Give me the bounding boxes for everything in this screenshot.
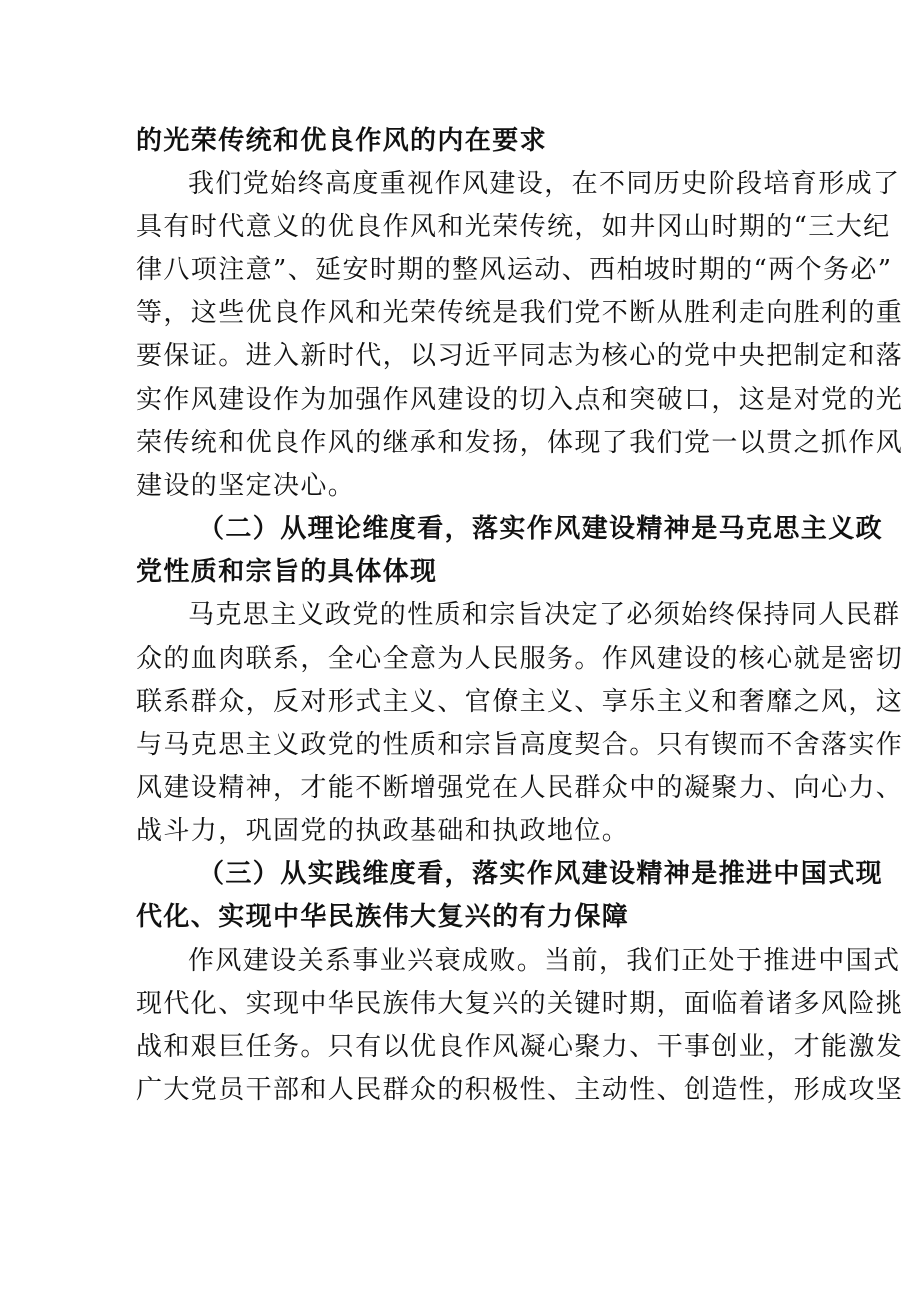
paragraph-line: 马克思主义政党的性质和宗旨决定了必须始终保持同人民群	[188, 600, 901, 630]
paragraph-line: 战和艰巨任务。只有以优良作风凝心聚力、干事创业，才能激发	[136, 1032, 904, 1062]
paragraph-line: 现代化、实现中华民族伟大复兴的关键时期，面临着诸多风险挑	[136, 989, 904, 1019]
heading-continuation: 的光荣传统和优良作风的内在要求	[136, 126, 548, 156]
section-heading-continuation: 代化、实现中华民族伟大复兴的有力保障	[136, 902, 630, 932]
paragraph-line: 具有时代意义的优良作风和光荣传统，如井冈山时期的“三大纪	[136, 212, 891, 242]
paragraph-line: 联系群众，反对形式主义、官僚主义、享乐主义和奢靡之风，这	[136, 687, 904, 717]
paragraph-line: 实作风建设作为加强作风建设的切入点和突破口，这是对党的光	[136, 385, 904, 415]
paragraph-line: 众的血肉联系，全心全意为人民服务。作风建设的核心就是密切	[136, 644, 904, 674]
paragraph-line: 我们党始终高度重视作风建设，在不同历史阶段培育形成了	[188, 169, 901, 199]
section-heading: （二）从理论维度看，落实作风建设精神是马克思主义政	[198, 514, 884, 544]
paragraph-line: 等，这些优良作风和光荣传统是我们党不断从胜利走向胜利的重	[136, 298, 904, 328]
paragraph-line: 荣传统和优良作风的继承和发扬，体现了我们党一以贯之抓作风	[136, 428, 904, 458]
paragraph-line: 广大党员干部和人民群众的积极性、主动性、创造性，形成攻坚	[136, 1075, 904, 1105]
paragraph-line: 要保证。进入新时代，以习近平同志为核心的党中央把制定和落	[136, 341, 904, 371]
section-heading-continuation: 党性质和宗旨的具体体现	[136, 557, 438, 587]
paragraph-line: 风建设精神，才能不断增强党在人民群众中的凝聚力、向心力、	[136, 773, 904, 803]
paragraph-line: 与马克思主义政党的性质和宗旨高度契合。只有锲而不舍落实作	[136, 730, 904, 760]
section-heading: （三）从实践维度看，落实作风建设精神是推进中国式现	[198, 859, 884, 889]
paragraph-line: 战斗力，巩固党的执政基础和执政地位。	[136, 816, 630, 846]
paragraph-line: 律八项注意”、延安时期的整风运动、西柏坡时期的“两个务必”	[136, 255, 893, 285]
paragraph-line: 作风建设关系事业兴衰成败。当前，我们正处于推进中国式	[188, 946, 901, 976]
paragraph-line: 建设的坚定决心。	[136, 471, 356, 501]
